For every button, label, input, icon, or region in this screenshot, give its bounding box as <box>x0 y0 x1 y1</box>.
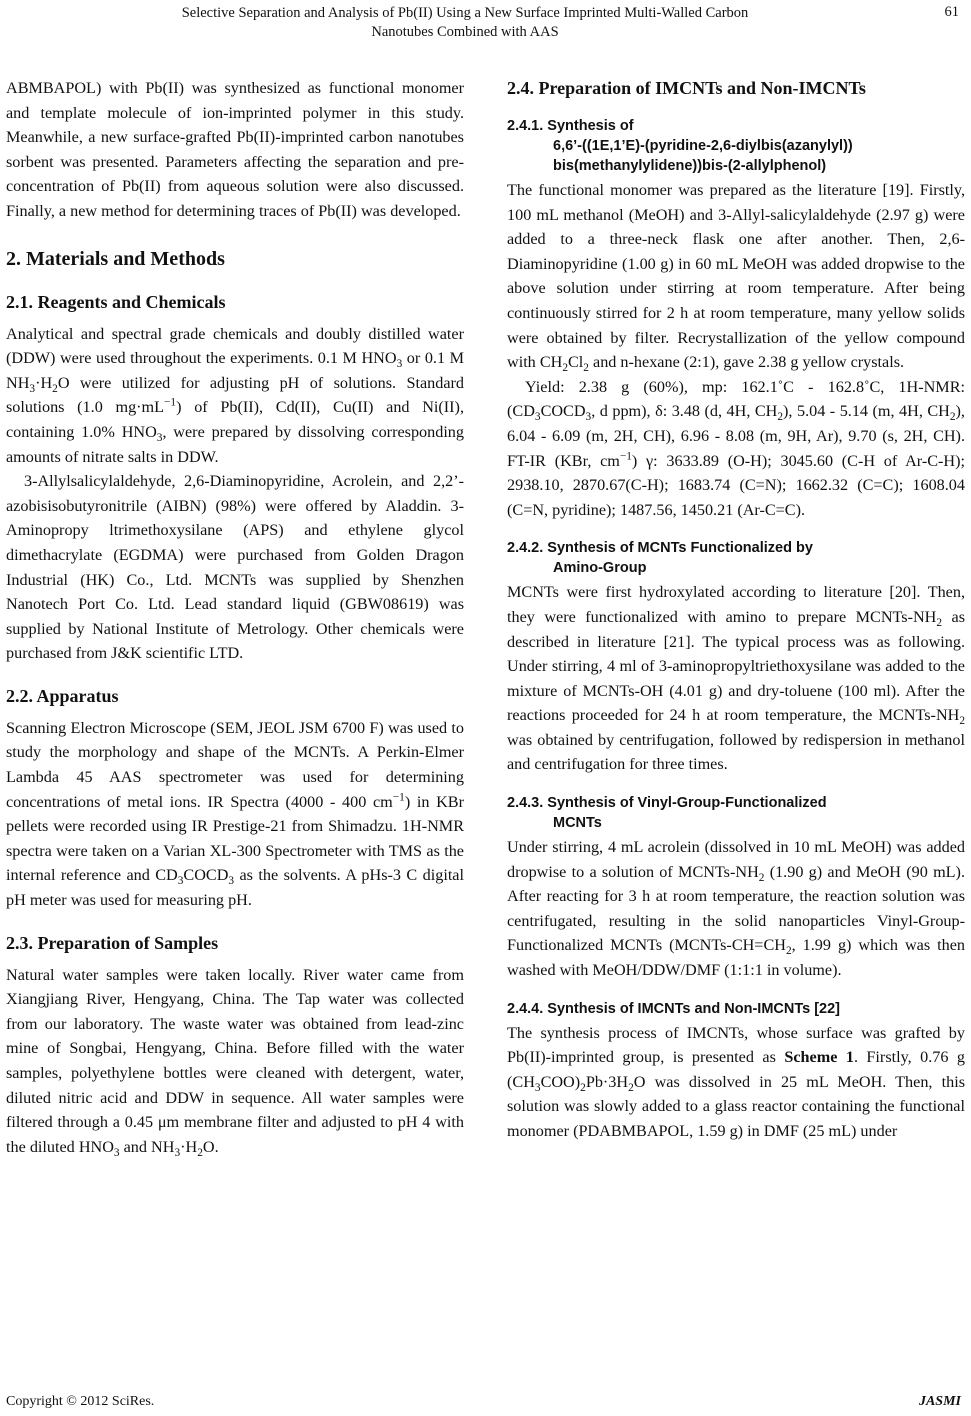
section-2-4-heading: 2.4. Preparation of IMCNTs and Non-IMCNTs <box>507 78 866 98</box>
section-2-4-2-heading: 2.4.2. Synthesis of MCNTs Functionalized by Amino-Group <box>507 540 813 577</box>
apparatus-paragraph: Scanning Electron Microscope (SEM, JEOL JSM 6700 F) was used to study the morphology and shape of the MCNTs. A Perkin-Elmer Lambda 45 AAS spectrometer was used for determining concentrations of metal ions. IR Spectra (4000 - 400 $cm^{-1}$) in KBr pellets were recorded using IR Prestige-21 from Shimadzu. 1H-NMR spectra were taken on a Varian XL-300 Spectrometer with TMS as the internal reference and $CD_3COCD_3$ as the solvents. A pHs-3 C digital pH meter was used for measuring pH. <box>6 718 464 910</box>
running-title <box>120 4 810 42</box>
running-title-line-1: Selective Separation and Analysis of Pb(II) Using a New Surface Imprinted Multi-Walled Carbon <box>181 5 749 21</box>
section-2-1-heading: 2.1. Reagents and Chemicals <box>6 291 226 312</box>
intro-paragraph: ABMBAPOL) with Pb(II) was synthesized as functional monomer and template molecule of ion-imprinted polymer in this study. Meanwhile, a new surface-grafted Pb(II)-imprinted carbon nanotubes sorbent was presented. Parameters affecting the separation and pre-concentration of Pb(II) from aqueous solution were also discussed. Finally, a new method for determining traces of Pb(II) was developed. <box>6 79 464 220</box>
section-2-4-1-heading: 2.4.1. Synthesis of 6,6’-((1E,1’E)-(pyridine-2,6-diylbis(azanylyl)) bis(methanylylidene))bis-(2-allylphenol) <box>507 118 853 174</box>
imcnts-paragraph: The synthesis process of IMCNTs, whose surface was grafted by Pb(II)-imprinted group, is presented as Scheme 1. Firstly, 0.76 g $(CH_3COO)_2Pb\cdot 3H_2O$ was dissolved in 25 mL MeOH. Then, this solution was slowly added to a glass reactor containing the functional monomer (PDABMBAPOL, 1.59 g) in DMF (25 mL) under <box>507 1023 966 1140</box>
left-column <box>6 76 464 1159</box>
section-2-3-heading: 2.3. Preparation of Samples <box>6 932 219 953</box>
journal-abbreviation: JASMI <box>918 1394 961 1409</box>
running-title-line-2: Nanotubes Combined with AAS <box>371 24 559 40</box>
reagents-paragraph-1: Analytical and spectral grade chemicals and doubly distilled water (DDW) were used throughout the experiments. 0.1 M $HNO_3$ or 0.1 M $NH_3\cdot H_2O$ were utilized for adjusting pH of solutions. Standard solutions (1.0 $mg\cdot mL^{-1}$) of Pb(II), Cd(II), Cu(II) and Ni(II), containing 1.0% $HNO_3$, were prepared by dissolving corresponding amounts of nitrate salts in DDW. <box>6 324 464 466</box>
monomer-paragraph-2: Yield: 2.38 g (60%), mp: 162.1˚C - 162.8˚C, 1H-NMR: ($CD_3COCD_3$, d ppm), δ: 3.48 (d, 4H, $CH_2$), 5.04 - 5.14 (m, 4H, $CH_2$), 6.04 - 6.09 (m, 2H, CH), 6.96 - 8.08 (m, 9H, Ar), 9.70 (s, 2H, CH). FT-IR (KBr, $cm^{-1}$) γ: 3633.89 (O-H); 3045.60 (C-H of Ar-C-H); 2938.10, 2870.67(C-H); 1683.74 (C=N); 1662.32 (C=C); 1608.04 (C=N, pyridine); 1487.56, 1450.21 (Ar-C=C). <box>507 377 965 519</box>
copyright-notice: Copyright © 2012 SciRes. <box>6 1394 155 1409</box>
section-2-4-4-heading: 2.4.4. Synthesis of IMCNTs and Non-IMCNTs [22] <box>507 1000 841 1017</box>
scheme-1-link[interactable]: Scheme 1 <box>784 1048 854 1067</box>
right-column <box>507 76 965 1144</box>
page-number: 61 <box>944 4 959 20</box>
section-2-2-heading: 2.2. Apparatus <box>6 685 119 706</box>
section-2-heading: 2. Materials and Methods <box>6 247 225 270</box>
page-header <box>0 0 971 48</box>
section-2-4-3-heading: 2.4.3. Synthesis of Vinyl-Group-Functionalized MCNTs <box>507 795 827 832</box>
samples-paragraph: Natural water samples were taken locally. River water came from Xiangjiang River, Hengyang, China. The Tap water was collected from our laboratory. The waste water was obtained from lead-zinc mine of Songbai, Hengyang, China. Before filled with the water samples, polyethylene bottles were cleaned with detergent, water, diluted nitric acid and DDW in sequence. All water samples were filtered through a 0.45 μm membrane filter and adjusted to pH 4 with the diluted $HNO_3$ and $NH_3\cdot H_2O$. <box>6 965 464 1160</box>
monomer-paragraph-1: The functional monomer was prepared as the literature [19]. Firstly, 100 mL methanol (MeOH) and 3-Allyl-salicylaldehyde (2.97 g) were added to a three-neck flask one after another. Then, 2,6-Diaminopyridine (1.00 g) in 60 mL MeOH was added dropwise to the above solution under stirring at room temperature. After being continuously stirred for 2 h at room temperature, many yellow solids were obtained by filter. Recrystallization of the yellow compound with $CH_2Cl_2$ and n-hexane (2:1), gave 2.38 g yellow crystals. <box>507 181 965 375</box>
amino-paragraph: MCNTs were first hydroxylated according to literature [20]. Then, they were functionalized with amino to prepare MCNTs-$NH_2$ as described in literature [21]. The typical process was as following. Under stirring, 4 ml of 3-aminopropyltriethoxysilane was added to the mixture of MCNTs-OH (4.01 g) and dry-toluene (100 ml). After the reactions proceeded for 24 h at room temperature, the MCNTs-$NH_2$ was obtained by centrifugation, followed by redispersion in methanol and centrifugation for three times. <box>507 583 965 774</box>
vinyl-paragraph: Under stirring, 4 mL acrolein (dissolved in 10 mL MeOH) was added dropwise to a solution of MCNTs-$NH_2$ (1.90 g) and MeOH (90 mL). After reacting for 3 h at room temperature, the reaction solution was centrifugated, resulting in the solid nanoparticles Vinyl-Group-Functionalized MCNTs ($MCNTs-CH=CH_2$, 1.99 g) which was then washed with MeOH/DDW/DMF (1:1:1 in volume). <box>507 838 965 980</box>
page-footer <box>0 1392 971 1416</box>
reagents-paragraph-2: 3-Allylsalicylaldehyde, 2,6-Diaminopyridine, Acrolein, and 2,2’-azobisisobutyronitrile (AIBN) (98%) were offered by Aladdin. 3-Aminopropy ltrimethoxysilane (APS) and ethylene glycol dimethacrylate (EGDMA) were purchased from Golden Dragon Industrial (HK) Co., Ltd. MCNTs was supplied by Shenzhen Nanotech Port Co. Ltd. Lead standard liquid (GBW08619) was supplied by National Institute of Metrology. Other chemicals were purchased from J&K scientific LTD. <box>6 472 464 663</box>
